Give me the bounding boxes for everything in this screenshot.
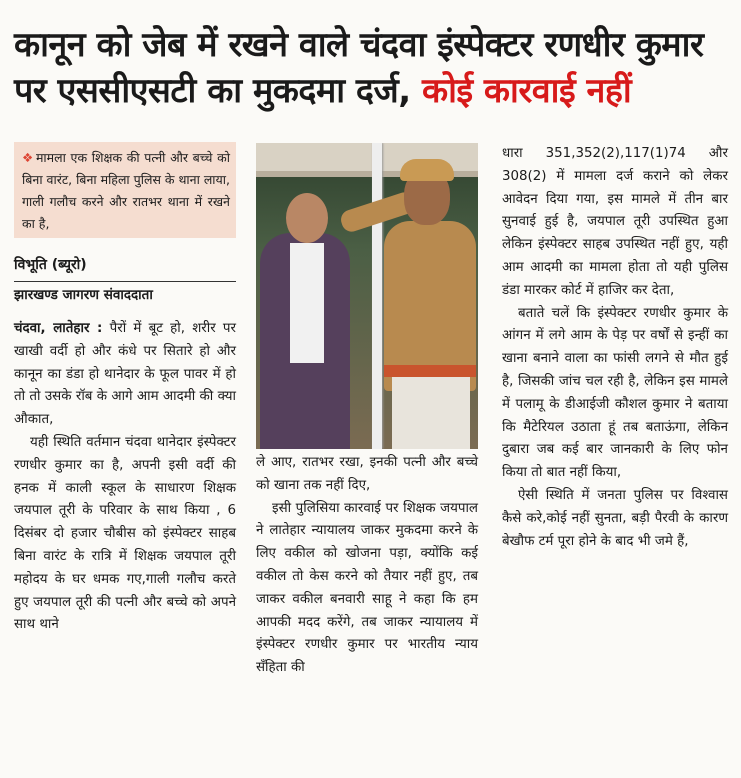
photo-officer-cap bbox=[400, 159, 454, 181]
byline-divider bbox=[14, 281, 236, 282]
headline-line-2-black: पर एससीएसटी का मुकदमा दर्ज, bbox=[14, 71, 422, 111]
column-2-paragraph-1: ले आए, रातभर रखा, इनकी पत्नी और बच्चे को खाना तक नहीं दिए, bbox=[256, 455, 478, 493]
column-2-paragraph-2: इसी पुलिसिया कारवाई पर शिक्षक जयपाल ने लातेहार न्यायालय जाकर मुकदमा करने के लिए वकील को खोजना पड़ा, क्योंकि कई वकील तो केस करने को तैयार नहीं हुए, तब जाकर वकील बनवारी साहू ने कहा कि हम आपकी मदद करेंगे, तब जाकर न्यायालय में इंस्पेक्टर रणधीर कुमार पर भारतीय न्याय सँहिता की bbox=[256, 500, 478, 676]
photo-person-left-head bbox=[286, 193, 328, 243]
column-3-paragraph-3: ऐसी स्थिति में जनता पुलिस पर विश्वास कैसे करे,कोई नहीं सुनता, बड़ी पैरवी के कारण बेखौफ टर्म पूरा होने के बाद भी जमे हैं, bbox=[502, 487, 728, 549]
column-1-paragraph-1 bbox=[14, 318, 236, 432]
dateline: चंदवा, लातेहार : bbox=[14, 321, 103, 336]
article-column-3 bbox=[502, 143, 728, 553]
article-column-1 bbox=[14, 318, 236, 637]
photo-officer-trousers bbox=[392, 377, 470, 449]
photo-officer-belt bbox=[384, 365, 476, 377]
officer-photo bbox=[256, 143, 478, 449]
headline-line-2-red: कोई कारवाई नहीं bbox=[421, 71, 632, 111]
headline-line-1: कानून को जेब में रखने वाले चंदवा इंस्पेक्टर रणधीर कुमार bbox=[14, 25, 704, 65]
highlight-box bbox=[14, 142, 236, 238]
column-1-lead: पैरों में बूट हो, शरीर पर खाखी वर्दी हो और कंधे पर सितारे हो और कानून का डंडा हो थानेदार के फूल पावर में हो तो तो उसके रॉब के आगे आम आदमी की क्या औकात, bbox=[14, 321, 237, 428]
column-3-paragraph-1: धारा 351,352(2),117(1)74 और 308(2) में मामला दर्ज कराने को लेकर आवेदन दिया गया, इस मामले में तीन बार सुनवाई हुई है, जयपाल तूरी उपस्थित हुआ लेकिन इंस्पेक्टर साहब उपस्थित नहीं हुए, यही आम आदमी का मामला होता तो यही पुलिस डंडा मारकर कोर्ट में हाजिर कर देता, bbox=[502, 146, 728, 298]
column-1-paragraph-2: यही स्थिति वर्तमान चंदवा थानेदार इंस्पेक्टर रणधीर कुमार का है, अपनी इसी वर्दी की हनक में काली स्कूल के साधारण शिक्षक जयपाल तूरी के परिवार के साथ किया , 6 दिसंबर दो हजार चौबीस को इंस्पेक्टर साहब बिना वारंट के रात्रि में शिक्षक जयपाल तूरी महोदय के घर धमक गए,गाली गलौच करते हुए जयपाल तूरी की पत्नी और बच्चे को अपने साथ थाने bbox=[14, 434, 236, 633]
byline-name: विभूति (ब्यूरो) bbox=[14, 257, 87, 273]
byline bbox=[14, 255, 236, 306]
headline bbox=[14, 22, 730, 114]
photo-person-left-shirt bbox=[290, 243, 324, 363]
column-3-paragraph-2: बताते चलें कि इंस्पेक्टर रणधीर कुमार के आंगन में लगे आम के पेड़ पर वर्षों से इन्हीं का खाना बनाने वाला का फांसी लगने से मौत हुई है, जिसकी जांच चल रही है, लेकिन इस मामले में पलामू के डीआईजी कौशल कुमार ने बताया कि मैटेरियल उठाता हूं तब बताऊंगा, लेकिन दुबारा जब कई बार जानकारी के लिए फोन किया तो बात नहीं किया, bbox=[502, 305, 728, 481]
photo-flag-pole bbox=[372, 143, 382, 449]
headline-line-2 bbox=[14, 68, 730, 114]
article-column-2 bbox=[256, 452, 478, 680]
bullet-icon: ❖ bbox=[22, 150, 34, 165]
byline-desk: झारखण्ड जागरण संवाददाता bbox=[14, 287, 153, 303]
highlight-text: मामला एक शिक्षक की पत्नी और बच्चे को बिना वारंट, बिना महिला पुलिस के थाना लाया, गाली गलौच करने और रातभर थाना में रखने का है, bbox=[22, 150, 230, 231]
